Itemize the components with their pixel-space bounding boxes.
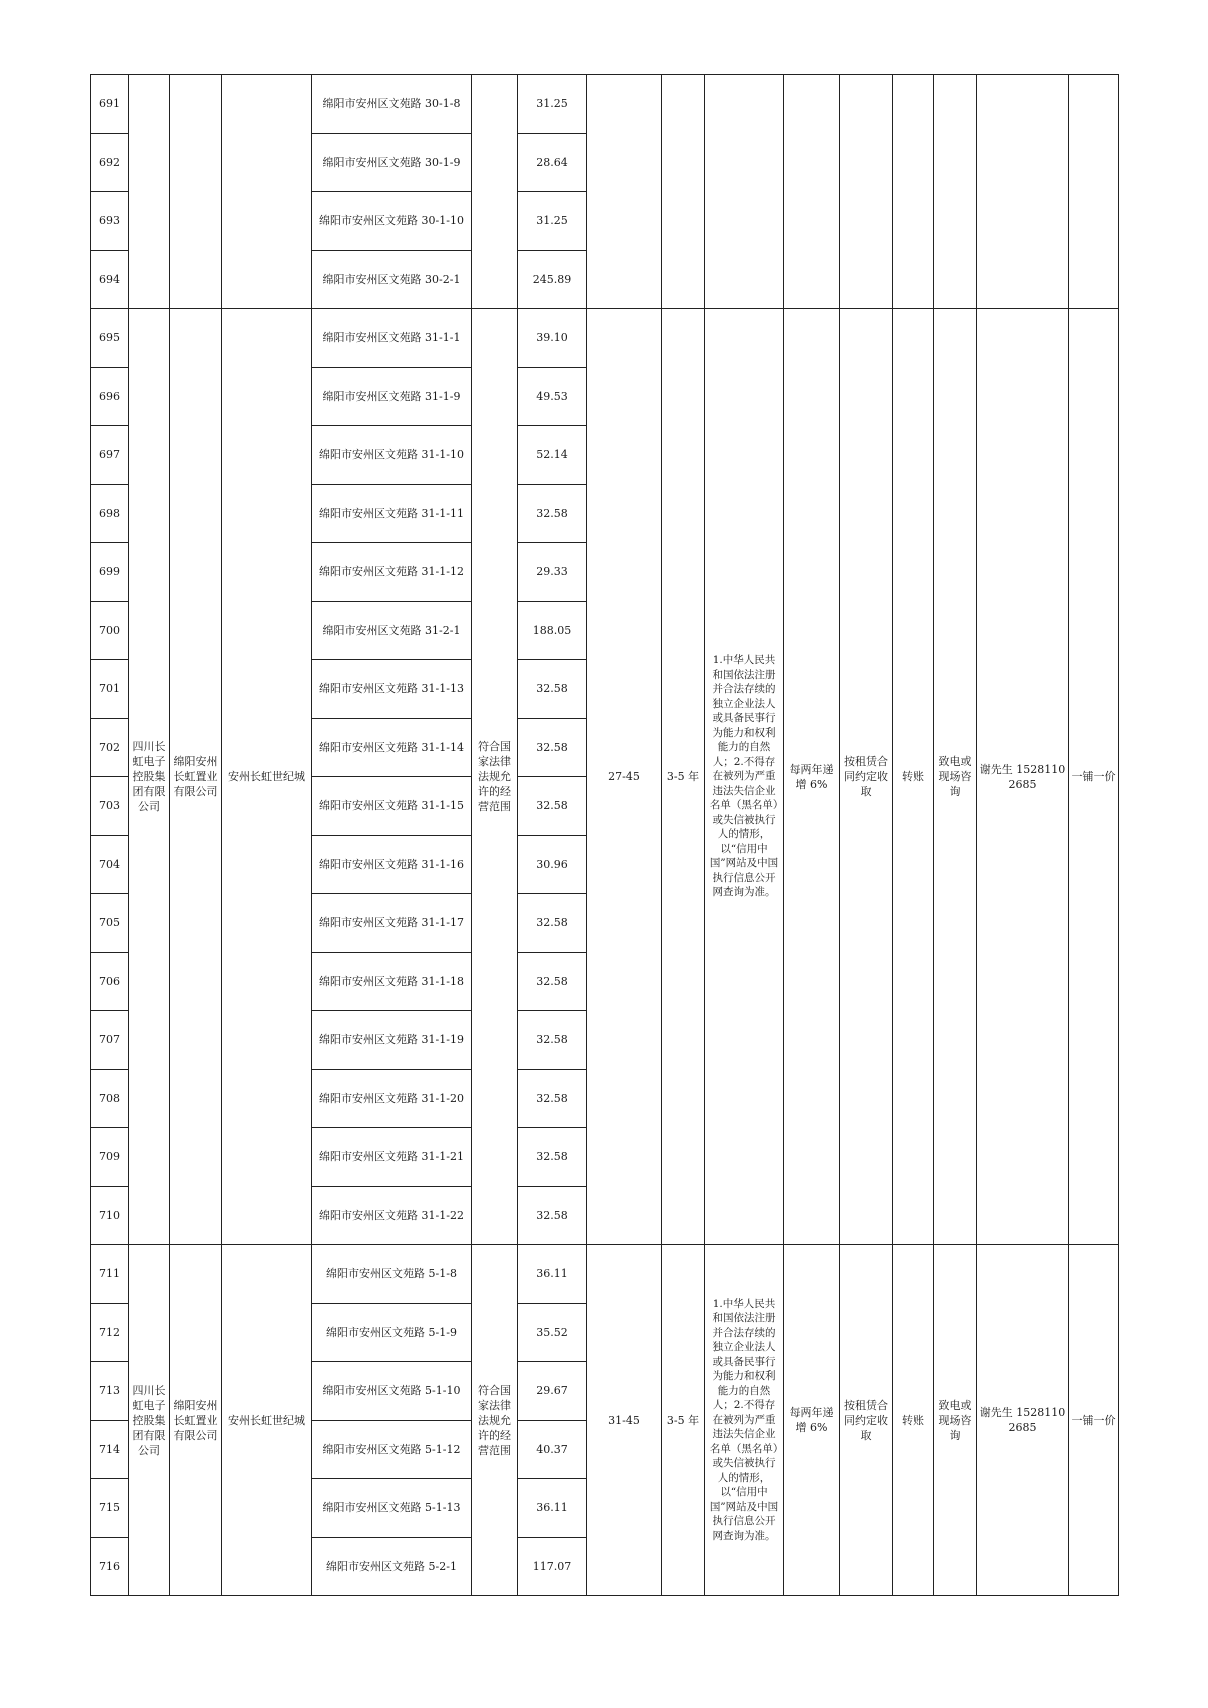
row-number: 706 [91, 952, 129, 1011]
area-cell: 32.58 [518, 484, 587, 543]
address-cell: 绵阳市安州区文苑路 31-1-10 [312, 426, 472, 485]
price-cell [587, 75, 662, 309]
row-number: 698 [91, 484, 129, 543]
area-cell: 31.25 [518, 75, 587, 134]
address-cell: 绵阳市安州区文苑路 31-1-14 [312, 718, 472, 777]
contact-cell: 谢先生 15281102685 [977, 1245, 1069, 1596]
address-cell: 绵阳市安州区文苑路 31-1-13 [312, 660, 472, 719]
row-number: 696 [91, 367, 129, 426]
payment-cell [893, 75, 934, 309]
usage-cell: 符合国家法律法规允许的经营范围 [472, 309, 518, 1245]
term-cell [662, 75, 705, 309]
row-number: 711 [91, 1245, 129, 1304]
area-cell: 36.11 [518, 1479, 587, 1538]
term-cell: 3-5 年 [662, 309, 705, 1245]
company-cell: 绵阳安州长虹置业有限公司 [170, 1245, 222, 1596]
area-cell: 35.52 [518, 1303, 587, 1362]
area-cell: 30.96 [518, 835, 587, 894]
table-row [91, 1245, 1119, 1304]
address-cell: 绵阳市安州区文苑路 31-1-20 [312, 1069, 472, 1128]
area-cell: 28.64 [518, 133, 587, 192]
address-cell: 绵阳市安州区文苑路 5-2-1 [312, 1537, 472, 1596]
requirements-cell: 1.中华人民共和国依法注册并合法存续的独立企业法人或具备民事行为能力和权利能力的自然人；2.不得存在被列为严重违法失信企业名单（黑名单）或失信被执行人的情形，以“信用中国”网站及中国执行信息公开网查询为准。 [705, 1245, 784, 1596]
area-cell: 117.07 [518, 1537, 587, 1596]
row-number: 692 [91, 133, 129, 192]
area-cell: 32.58 [518, 718, 587, 777]
company-cell: 绵阳安州长虹置业有限公司 [170, 309, 222, 1245]
contact-cell: 谢先生 15281102685 [977, 309, 1069, 1245]
table-row [91, 75, 1119, 134]
row-number: 701 [91, 660, 129, 719]
address-cell: 绵阳市安州区文苑路 30-2-1 [312, 250, 472, 309]
address-cell: 绵阳市安州区文苑路 30-1-8 [312, 75, 472, 134]
address-cell: 绵阳市安州区文苑路 5-1-10 [312, 1362, 472, 1421]
increase-cell [784, 75, 840, 309]
owner-cell: 四川长虹电子控股集团有限公司 [129, 309, 170, 1245]
row-number: 709 [91, 1128, 129, 1187]
deposit-cell: 按租赁合同约定收取 [840, 309, 893, 1245]
row-number: 693 [91, 192, 129, 251]
area-cell: 32.58 [518, 777, 587, 836]
price-cell: 31-45 [587, 1245, 662, 1596]
address-cell: 绵阳市安州区文苑路 31-1-16 [312, 835, 472, 894]
area-cell: 32.58 [518, 894, 587, 953]
address-cell: 绵阳市安州区文苑路 5-1-9 [312, 1303, 472, 1362]
row-number: 697 [91, 426, 129, 485]
row-number: 705 [91, 894, 129, 953]
lease-listing-table [90, 74, 1119, 1596]
area-cell: 49.53 [518, 367, 587, 426]
row-number: 707 [91, 1011, 129, 1070]
owner-cell [129, 75, 170, 309]
project-cell [222, 75, 312, 309]
term-cell: 3-5 年 [662, 1245, 705, 1596]
requirements-cell: 1.中华人民共和国依法注册并合法存续的独立企业法人或具备民事行为能力和权利能力的自然人；2.不得存在被列为严重违法失信企业名单（黑名单）或失信被执行人的情形，以“信用中国”网站及中国执行信息公开网查询为准。 [705, 309, 784, 1245]
area-cell: 32.58 [518, 1011, 587, 1070]
method-cell: 致电或现场咨询 [934, 1245, 977, 1596]
row-number: 691 [91, 75, 129, 134]
area-cell: 40.37 [518, 1420, 587, 1479]
row-number: 708 [91, 1069, 129, 1128]
row-number: 715 [91, 1479, 129, 1538]
pricing-cell: 一铺一价 [1069, 309, 1119, 1245]
address-cell: 绵阳市安州区文苑路 31-1-21 [312, 1128, 472, 1187]
increase-cell: 每两年递增 6% [784, 1245, 840, 1596]
contact-cell [977, 75, 1069, 309]
row-number: 695 [91, 309, 129, 368]
address-cell: 绵阳市安州区文苑路 30-1-9 [312, 133, 472, 192]
area-cell: 32.58 [518, 660, 587, 719]
row-number: 714 [91, 1420, 129, 1479]
address-cell: 绵阳市安州区文苑路 31-2-1 [312, 601, 472, 660]
address-cell: 绵阳市安州区文苑路 30-1-10 [312, 192, 472, 251]
row-number: 702 [91, 718, 129, 777]
project-cell: 安州长虹世纪城 [222, 1245, 312, 1596]
row-number: 710 [91, 1186, 129, 1245]
row-number: 699 [91, 543, 129, 602]
owner-cell: 四川长虹电子控股集团有限公司 [129, 1245, 170, 1596]
usage-cell [472, 75, 518, 309]
address-cell: 绵阳市安州区文苑路 31-1-11 [312, 484, 472, 543]
area-cell: 32.58 [518, 1069, 587, 1128]
row-number: 700 [91, 601, 129, 660]
area-cell: 39.10 [518, 309, 587, 368]
area-cell: 31.25 [518, 192, 587, 251]
address-cell: 绵阳市安州区文苑路 31-1-18 [312, 952, 472, 1011]
address-cell: 绵阳市安州区文苑路 31-1-9 [312, 367, 472, 426]
address-cell: 绵阳市安州区文苑路 31-1-19 [312, 1011, 472, 1070]
area-cell: 29.67 [518, 1362, 587, 1421]
address-cell: 绵阳市安州区文苑路 5-1-8 [312, 1245, 472, 1304]
address-cell: 绵阳市安州区文苑路 31-1-22 [312, 1186, 472, 1245]
method-cell: 致电或现场咨询 [934, 309, 977, 1245]
company-cell [170, 75, 222, 309]
deposit-cell: 按租赁合同约定收取 [840, 1245, 893, 1596]
pricing-cell: 一铺一价 [1069, 1245, 1119, 1596]
address-cell: 绵阳市安州区文苑路 31-1-12 [312, 543, 472, 602]
method-cell [934, 75, 977, 309]
table-row [91, 309, 1119, 368]
price-cell: 27-45 [587, 309, 662, 1245]
row-number: 694 [91, 250, 129, 309]
area-cell: 32.58 [518, 1128, 587, 1187]
address-cell: 绵阳市安州区文苑路 31-1-1 [312, 309, 472, 368]
row-number: 713 [91, 1362, 129, 1421]
row-number: 712 [91, 1303, 129, 1362]
area-cell: 36.11 [518, 1245, 587, 1304]
area-cell: 52.14 [518, 426, 587, 485]
area-cell: 32.58 [518, 1186, 587, 1245]
area-cell: 245.89 [518, 250, 587, 309]
row-number: 703 [91, 777, 129, 836]
row-number: 716 [91, 1537, 129, 1596]
address-cell: 绵阳市安州区文苑路 31-1-15 [312, 777, 472, 836]
address-cell: 绵阳市安州区文苑路 31-1-17 [312, 894, 472, 953]
area-cell: 188.05 [518, 601, 587, 660]
area-cell: 32.58 [518, 952, 587, 1011]
project-cell: 安州长虹世纪城 [222, 309, 312, 1245]
address-cell: 绵阳市安州区文苑路 5-1-12 [312, 1420, 472, 1479]
area-cell: 29.33 [518, 543, 587, 602]
usage-cell: 符合国家法律法规允许的经营范围 [472, 1245, 518, 1596]
pricing-cell [1069, 75, 1119, 309]
payment-cell: 转账 [893, 1245, 934, 1596]
deposit-cell [840, 75, 893, 309]
row-number: 704 [91, 835, 129, 894]
increase-cell: 每两年递增 6% [784, 309, 840, 1245]
address-cell: 绵阳市安州区文苑路 5-1-13 [312, 1479, 472, 1538]
payment-cell: 转账 [893, 309, 934, 1245]
requirements-cell [705, 75, 784, 309]
